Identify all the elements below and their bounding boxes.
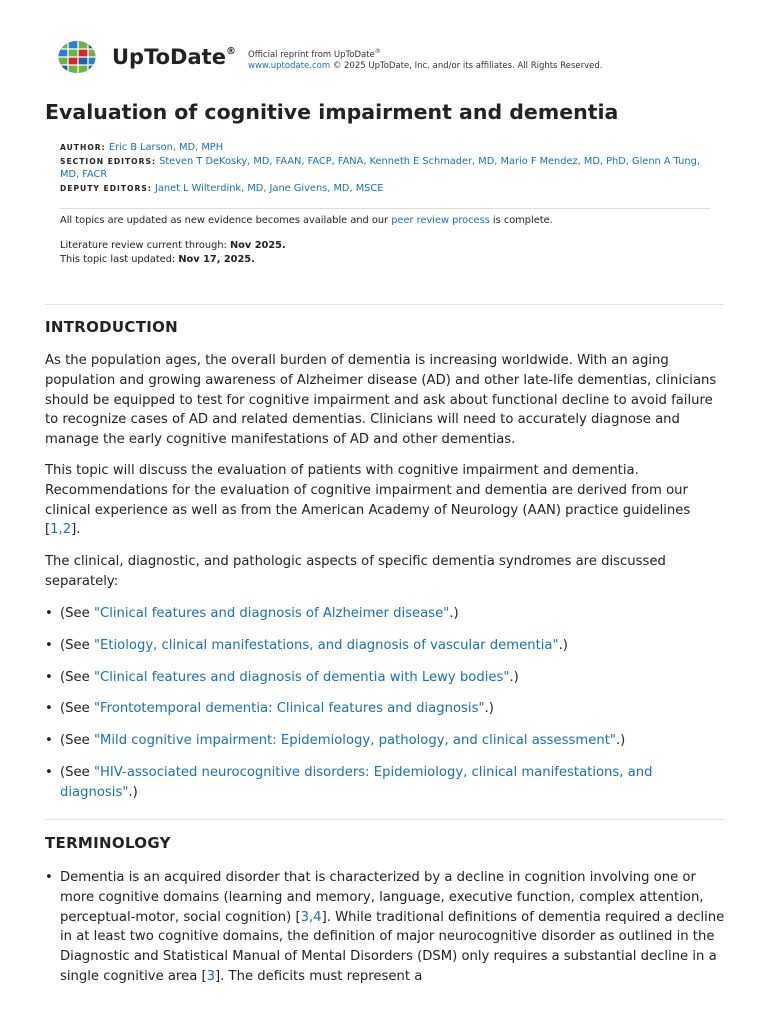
deputy-editors-link[interactable]: Janet L Wilterdink, MD, Jane Givens, MD, MSCE xyxy=(154,182,384,194)
divider xyxy=(60,208,710,209)
terminology-heading: TERMINOLOGY xyxy=(45,834,171,852)
brand-logo-text: UpToDate® xyxy=(112,45,236,69)
bullet-icon: • xyxy=(45,638,53,653)
list-item: • (See "Clinical features and diagnosis of Alzheimer disease".) xyxy=(45,604,725,624)
terminology-list-item: • Dementia is an acquired disorder that is characterized by a decline in cognition involving one or more cognitive domains (learning and memory, language, executive function, complex attention, perceptual-motor, social cognition) [3,4]. While traditional definitions of dementia required a decline in at least two cognitive domains, the definition of major neurocognitive disorder as outlined in the Diagnostic and Statistical Manual of Mental Disorders (DSM) only requires a substantial decline in a single cognitive area [3]. The deficits must represent a xyxy=(45,870,725,984)
topic-link-frontotemporal[interactable]: "Frontotemporal dementia: Clinical features and diagnosis" xyxy=(93,701,485,716)
reprint-notice xyxy=(248,46,602,72)
topic-link-lewy-bodies[interactable]: "Clinical features and diagnosis of dementia with Lewy bodies" xyxy=(93,670,510,685)
list-item: • (See "Frontotemporal dementia: Clinical features and diagnosis".) xyxy=(45,699,725,719)
section-divider xyxy=(45,819,724,820)
site-link[interactable]: www.uptodate.com xyxy=(248,60,331,71)
topic-contributors xyxy=(60,141,715,195)
bullet-icon: • xyxy=(45,733,53,748)
list-item: • (See "Etiology, clinical manifestations, and diagnosis of vascular dementia".) xyxy=(45,636,725,656)
section-editors-label: SECTION EDITORS: xyxy=(60,156,156,166)
introduction-heading: INTRODUCTION xyxy=(45,318,179,336)
introduction-paragraph-3: The clinical, diagnostic, and pathologic aspects of specific dementia syndromes are discussed separately: xyxy=(45,554,666,589)
literature-review-date: Nov 2025. xyxy=(229,240,286,251)
topic-dates xyxy=(60,239,286,267)
last-updated-label: This topic last updated: xyxy=(60,254,179,265)
topic-link-hiv[interactable]: "HIV-associated neurocognitive disorders: Epidemiology, clinical manifestations, and diagnosis" xyxy=(60,765,653,800)
deputy-editors-label: DEPUTY EDITORS: xyxy=(60,183,152,193)
uptodate-globe-icon xyxy=(58,40,98,74)
brand-header xyxy=(58,40,236,74)
reference-link[interactable]: 1,2 xyxy=(50,522,72,538)
reprint-line: Official reprint from UpToDate xyxy=(248,49,375,60)
section-editors-link[interactable]: Steven T DeKosky, MD, FAAN, FACP, FANA, Kenneth E Schmader, MD, Mario F Mendez, MD, PhD, Glenn A Tung, MD, FACR xyxy=(60,155,700,180)
copyright-text: © 2025 UpToDate, Inc. and/or its affiliates. All Rights Reserved. xyxy=(330,60,603,71)
topic-link-vascular[interactable]: "Etiology, clinical manifestations, and diagnosis of vascular dementia" xyxy=(93,638,559,653)
peer-review-link[interactable]: peer review process xyxy=(391,215,490,226)
topic-link-mci[interactable]: "Mild cognitive impairment: Epidemiology, pathology, and clinical assessment" xyxy=(93,733,616,748)
reference-link[interactable]: 3 xyxy=(206,968,216,984)
bullet-icon: • xyxy=(45,765,53,780)
section-divider xyxy=(45,304,724,305)
list-item: • (See "Mild cognitive impairment: Epidemiology, pathology, and clinical assessment".) xyxy=(45,731,725,751)
reprint-registered-mark: ® xyxy=(374,48,381,55)
introduction-paragraph-2: This topic will discuss the evaluation of patients with cognitive impairment and dementia. Recommendations for the evaluation of cognitive impairment and dementia are derived from our clinical experience as well as from the American Academy of Neurology (AAN) practice guidelines [1,2]. xyxy=(45,463,691,538)
introduction-paragraph-1: As the population ages, the overall burden of dementia is increasing worldwide. With an aging population and growing awareness of Alzheimer disease (AD) and other late-life dementias, clinicians should be equipped to test for cognitive impairment and ask about functional decline to avoid failure to recognize cases of AD and related dementias. Clinicians will need to accurately diagnose and manage the early cognitive manifestations of AD and other dementias. xyxy=(45,353,717,448)
registered-mark: ® xyxy=(225,46,236,57)
page-title: Evaluation of cognitive impairment and dementia xyxy=(45,100,619,124)
list-item: • (See "HIV-associated neurocognitive disorders: Epidemiology, clinical manifestations, and diagnosis".) xyxy=(45,765,653,800)
bullet-icon: • xyxy=(45,870,53,885)
update-notice: All topics are updated as new evidence becomes available and our peer review process is complete. xyxy=(60,215,553,226)
bullet-icon: • xyxy=(45,701,53,716)
author-label: AUTHOR: xyxy=(60,143,106,152)
topic-link-alzheimer[interactable]: "Clinical features and diagnosis of Alzheimer disease" xyxy=(93,606,450,621)
literature-review-label: Literature review current through: xyxy=(60,240,230,251)
reference-link[interactable]: 3,4 xyxy=(300,909,322,925)
list-item: • (See "Clinical features and diagnosis of dementia with Lewy bodies".) xyxy=(45,668,725,688)
bullet-icon: • xyxy=(45,606,53,621)
author-link[interactable]: Eric B Larson, MD, MPH xyxy=(108,142,224,153)
bullet-icon: • xyxy=(45,670,53,685)
last-updated-date: Nov 17, 2025. xyxy=(178,254,255,265)
